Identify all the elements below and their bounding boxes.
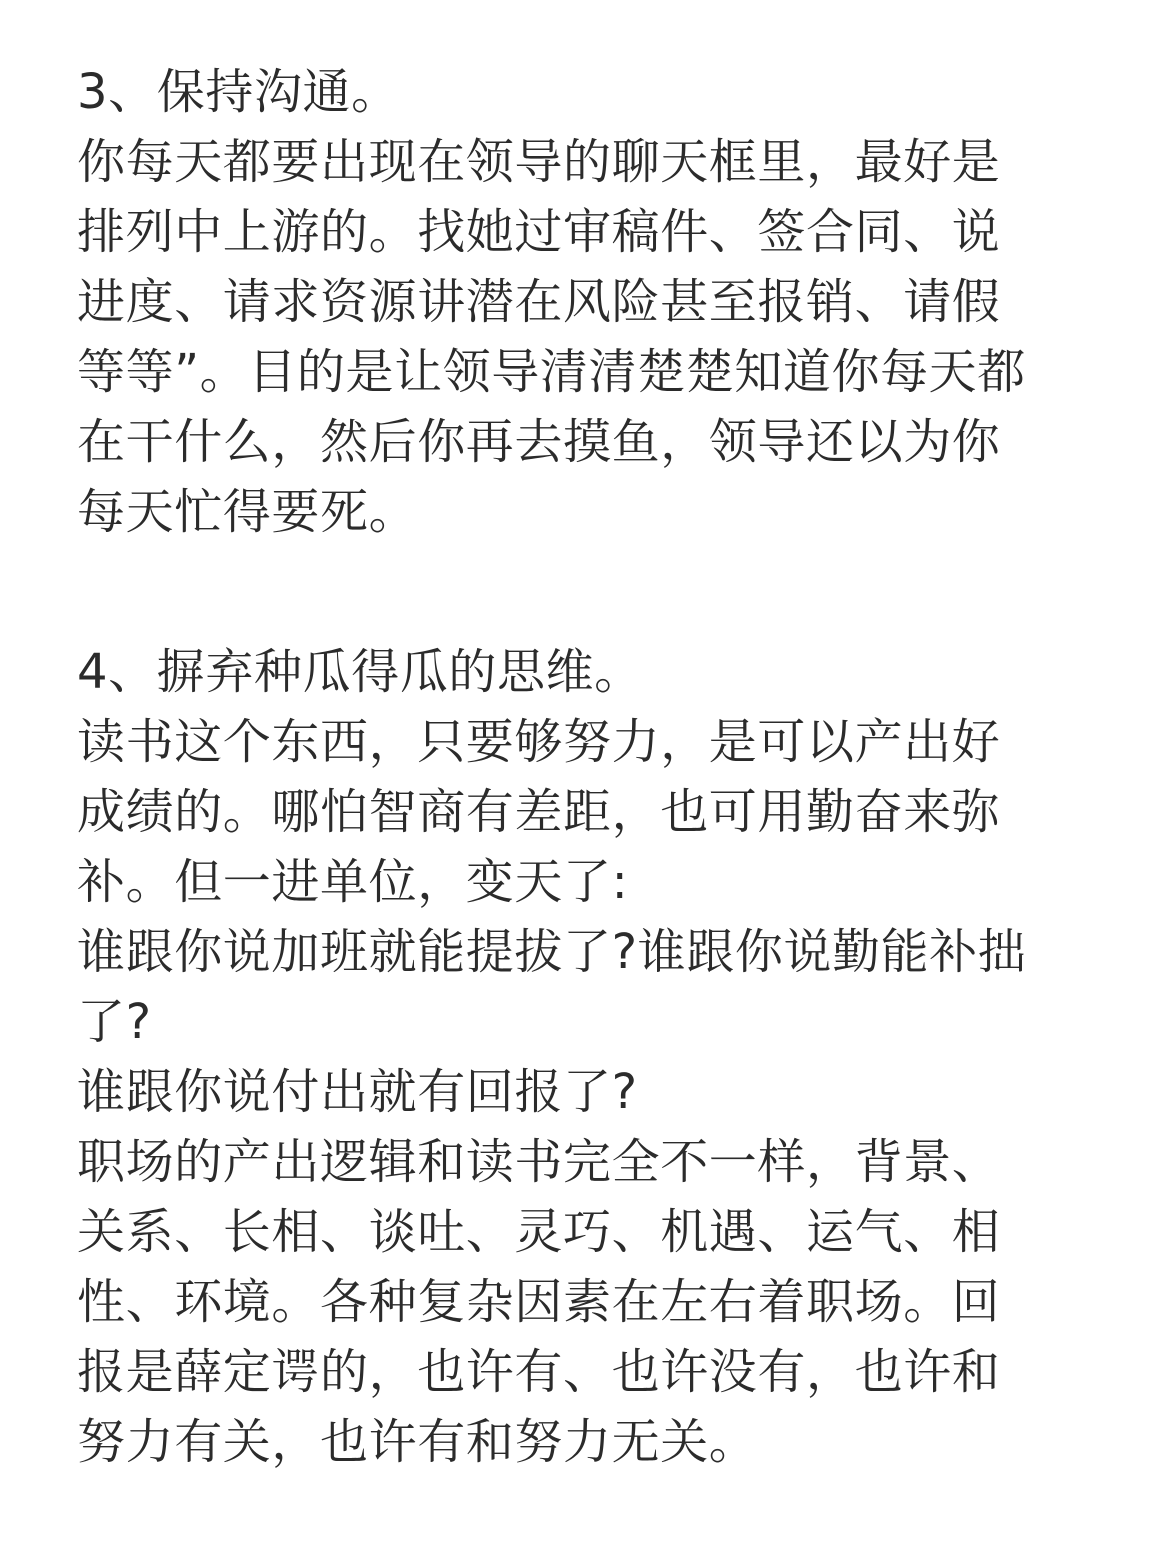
section-4-line: 谁跟你说加班就能提拔了?谁跟你说勤能补拙 [77, 924, 1027, 980]
section-3-line: 你每天都要出现在领导的聊天框里，最好是 [77, 134, 1001, 190]
section-4-line: 了? [77, 994, 152, 1050]
section-4-line: 职场的产出逻辑和读书完全不一样，背景、 [77, 1134, 1001, 1190]
section-4-line: 成绩的。哪怕智商有差距，也可用勤奋来弥 [77, 784, 1001, 840]
section-4-heading: 4、摒弃种瓜得瓜的思维。 [77, 644, 643, 700]
section-4-line: 谁跟你说付出就有回报了? [77, 1064, 638, 1120]
section-4-line: 关系、长相、谈吐、灵巧、机遇、运气、相 [77, 1204, 1001, 1260]
section-3-line: 每天忙得要死。 [77, 484, 418, 540]
section-3-line: 等等”。目的是让领导清清楚楚知道你每天都 [77, 344, 1026, 400]
section-4-line: 报是薛定谔的，也许有、也许没有，也许和 [77, 1344, 1001, 1400]
section-3-line: 排列中上游的。找她过审稿件、签合同、说 [77, 204, 1001, 260]
section-3-line: 进度、请求资源讲潜在风险甚至报销、请假 [77, 274, 1001, 330]
section-3-line: 在干什么，然后你再去摸鱼，领导还以为你 [77, 414, 1001, 470]
section-4-line: 补。但一进单位，变天了: [77, 854, 629, 910]
section-3-heading: 3、保持沟通。 [77, 64, 400, 120]
section-4-line: 性、环境。各种复杂因素在左右着职场。回 [77, 1274, 1001, 1330]
section-4-line: 努力有关，也许有和努力无关。 [77, 1414, 758, 1470]
section-4-line: 读书这个东西，只要够努力，是可以产出好 [77, 714, 1001, 770]
